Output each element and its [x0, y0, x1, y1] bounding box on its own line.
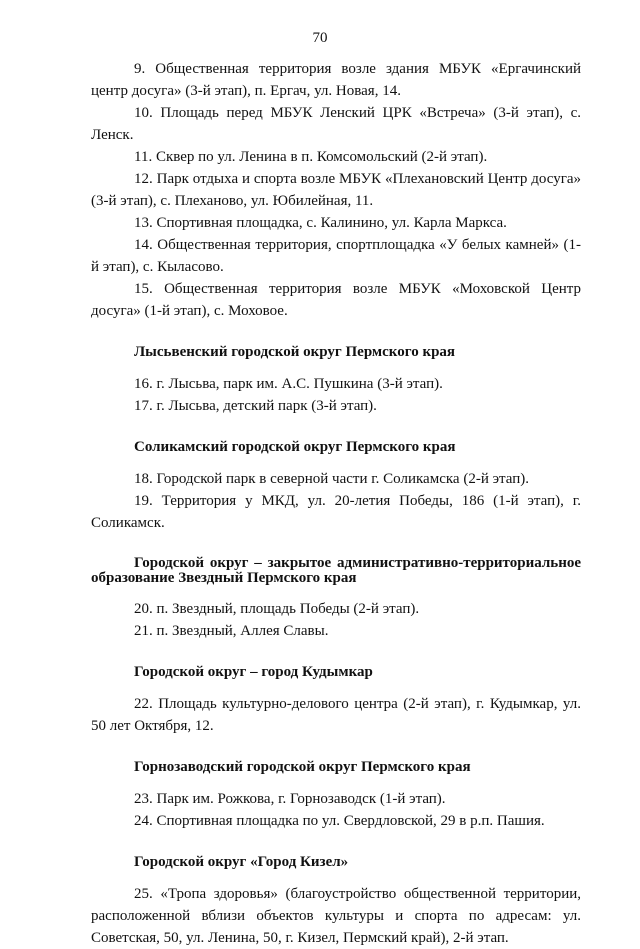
list-item: 15. Общественная территория возле МБУК «Моховской Центр досуга» (1-й этап), с. Моховое.	[91, 281, 581, 319]
list-item: 24. Спортивная площадка по ул. Свердловской, 29 в р.п. Пашия.	[134, 813, 545, 829]
list-item: 22. Площадь культурно-делового центра (2-й этап), г. Кудымкар, ул. 50 лет Октября, 12.	[91, 696, 581, 734]
list-item: 14. Общественная территория, спортплощадка «У белых камней» (1-й этап), с. Кыласово.	[91, 237, 581, 275]
list-item: 10. Площадь перед МБУК Ленский ЦРК «Встреча» (3-й этап), с. Ленск.	[91, 105, 581, 143]
section-heading-kudymkar: Городской округ – город Кудымкар	[134, 664, 373, 680]
page-number: 70	[312, 30, 328, 46]
list-item: 19. Территория у МКД, ул. 20-летия Победы, 186 (1-й этап), г. Соликамск.	[91, 493, 581, 531]
list-item: 20. п. Звездный, площадь Победы (2-й этап).	[134, 601, 420, 617]
list-item: 9. Общественная территория возле здания МБУК «Ергачинский центр досуга» (3-й этап), п. Ергач, ул. Новая, 14.	[91, 61, 581, 99]
list-item: 21. п. Звездный, Аллея Славы.	[134, 623, 329, 639]
section-heading-solikamsk: Соликамский городской округ Пермского края	[134, 439, 456, 455]
section-heading-lysva: Лысьвенский городской округ Пермского края	[134, 344, 456, 360]
section-heading-zvezdny: Городской округ – закрытое административно-территориальное образование Звездный Пермского края	[91, 555, 581, 586]
list-item: 17. г. Лысьва, детский парк (3-й этап).	[134, 398, 377, 414]
list-item: 11. Сквер по ул. Ленина в п. Комсомольский (2-й этап).	[134, 149, 488, 165]
list-item: 18. Городской парк в северной части г. Соликамска (2-й этап).	[134, 471, 530, 487]
list-item: 25. «Тропа здоровья» (благоустройство общественной территории, расположенной вблизи объектов культуры и спорта по адресам: ул. Советская, 50, ул. Ленина, 50, г. Кизел, Пермский край), 2-й этап.	[91, 886, 581, 946]
list-item: 13. Спортивная площадка, с. Калинино, ул. Карла Маркса.	[134, 215, 507, 231]
list-item: 16. г. Лысьва, парк им. А.С. Пушкина (3-й этап).	[134, 376, 443, 392]
list-item: 12. Парк отдыха и спорта возле МБУК «Плехановский Центр досуга» (3-й этап), с. Плеханово, ул. Юбилейная, 11.	[91, 171, 581, 209]
section-heading-kizel: Городской округ «Город Кизел»	[134, 854, 349, 870]
list-item: 23. Парк им. Рожкова, г. Горнозаводск (1-й этап).	[134, 791, 446, 807]
section-heading-gornozavodsk: Горнозаводский городской округ Пермского края	[134, 759, 471, 775]
document-body	[91, 58, 581, 949]
